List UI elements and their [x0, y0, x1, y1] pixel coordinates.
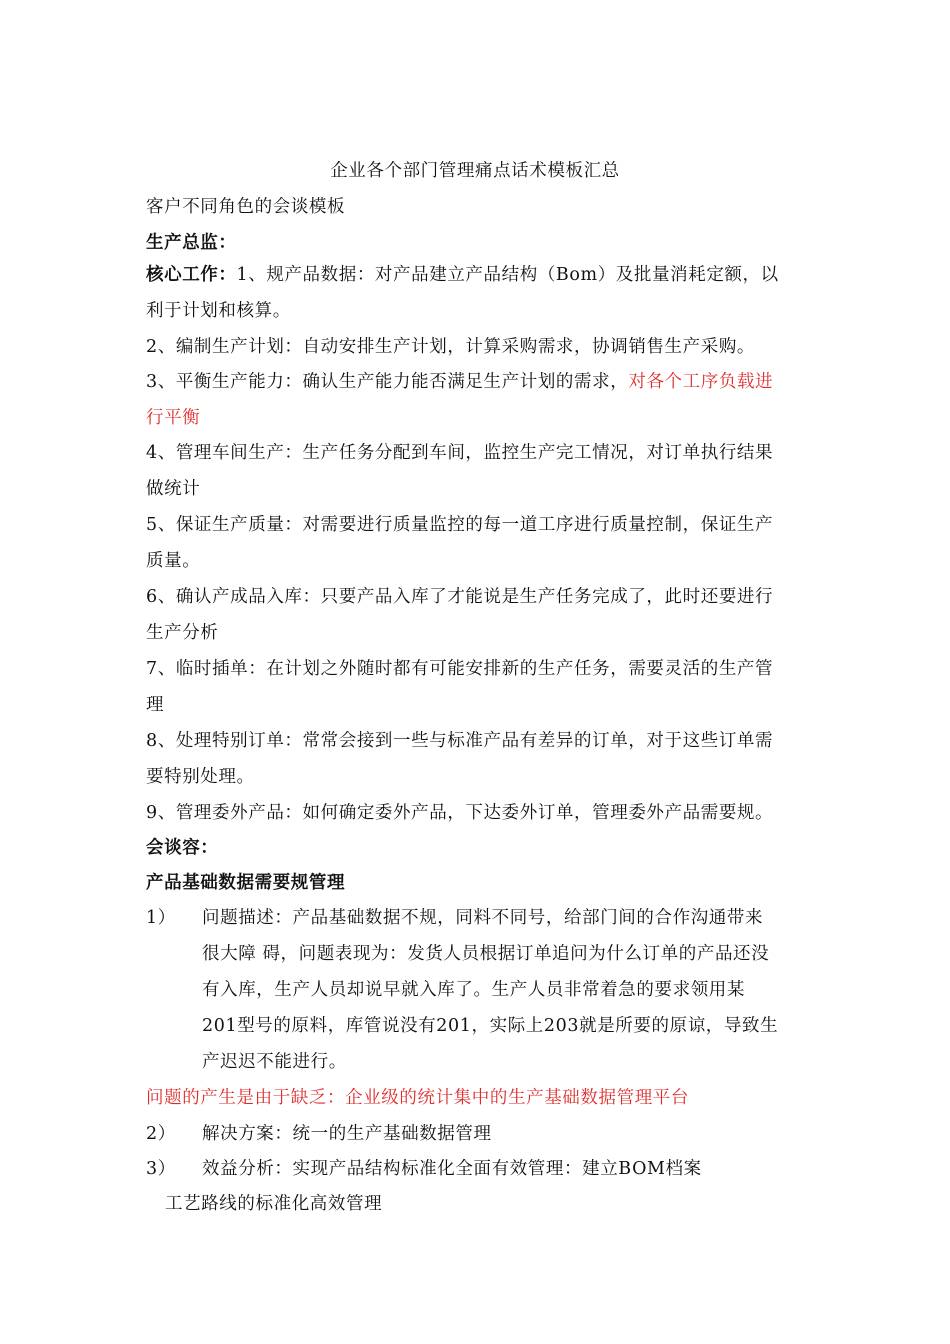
document-title: 企业各个部门管理痛点话术模板汇总 — [330, 161, 620, 181]
section-heading: 产品基础数据需要规管理 — [146, 873, 346, 893]
item-6-line-1: 6、确认产成品入库：只要产品入库了才能说是生产任务完成了，此时还要进行 — [146, 587, 774, 607]
point-1-line-3: 有入库，生产人员却说早就入库了。生产人员非常着急的要求领用某 — [202, 980, 745, 1000]
point-1-line-1: 问题描述：产品基础数据不规，同料不同号，给部门间的合作沟通带来 — [202, 908, 764, 928]
item-3-highlight: 对各个工序负载进 — [628, 372, 774, 392]
item-4-line-1: 4、管理车间生产：生产任务分配到车间，监控生产完工情况，对订单执行结果 — [146, 443, 774, 463]
point-3-text: 效益分析：实现产品结构标准化全面有效管理：建立BOM档案 — [202, 1159, 702, 1179]
item-7-line-1: 7、临时插单：在计划之外随时都有可能安排新的生产任务，需要灵活的生产管 — [146, 659, 774, 679]
core-item-1-text: 1、规产品数据：对产品建立产品结构（Bom）及批量消耗定额，以 — [236, 265, 779, 285]
item-2: 2、编制生产计划：自动安排生产计划，计算采购需求，协调销售生产采购。 — [146, 337, 756, 357]
point-1-number: 1） — [146, 908, 176, 928]
item-4-line-2: 做统计 — [146, 479, 201, 499]
point-1-line-2: 很大障 碍，问题表现为：发货人员根据订单追问为什么订单的产品还没 — [202, 944, 770, 964]
item-5-line-2: 质量。 — [146, 551, 201, 571]
point-1-line-5: 产迟迟不能进行。 — [202, 1052, 347, 1072]
item-9: 9、管理委外产品：如何确定委外产品，下达委外订单，管理委外产品需要规。 — [146, 803, 774, 823]
item-3-text: 3、平衡生产能力：确认生产能力能否满足生产计划的需求， — [146, 372, 629, 392]
cause-statement: 问题的产生是由于缺乏：企业级的统计集中的生产基础数据管理平台 — [146, 1088, 689, 1108]
core-label: 核心工作： — [146, 265, 237, 285]
item-3-line-1 — [146, 370, 773, 394]
item-8-line-1: 8、处理特别订单：常常会接到一些与标准产品有差异的订单，对于这些订单需 — [146, 731, 774, 751]
point-1-line-4: 201型号的原料，库管说没有201，实际上203就是所要的原谅，导致生 — [202, 1016, 779, 1036]
point-3-continuation: 工艺路线的标准化高效管理 — [165, 1194, 383, 1214]
item-6-line-2: 生产分析 — [146, 623, 219, 643]
item-7-line-2: 理 — [146, 695, 165, 715]
point-3-number: 3） — [146, 1159, 176, 1179]
role-heading: 生产总监： — [146, 233, 237, 253]
item-3-line-2: 行平衡 — [146, 408, 201, 428]
item-5-line-1: 5、保证生产质量：对需要进行质量监控的每一道工序进行质量控制，保证生产 — [146, 515, 774, 535]
core-item-1-line-2: 利于计划和核算。 — [146, 301, 291, 321]
meeting-heading: 会谈容： — [146, 838, 219, 858]
item-8-line-2: 要特别处理。 — [146, 767, 255, 787]
core-item-1-line-1 — [146, 263, 779, 287]
point-2-number: 2） — [146, 1124, 176, 1144]
point-2-text: 解决方案：统一的生产基础数据管理 — [202, 1124, 492, 1144]
document-subtitle: 客户不同角色的会谈模板 — [146, 197, 346, 217]
